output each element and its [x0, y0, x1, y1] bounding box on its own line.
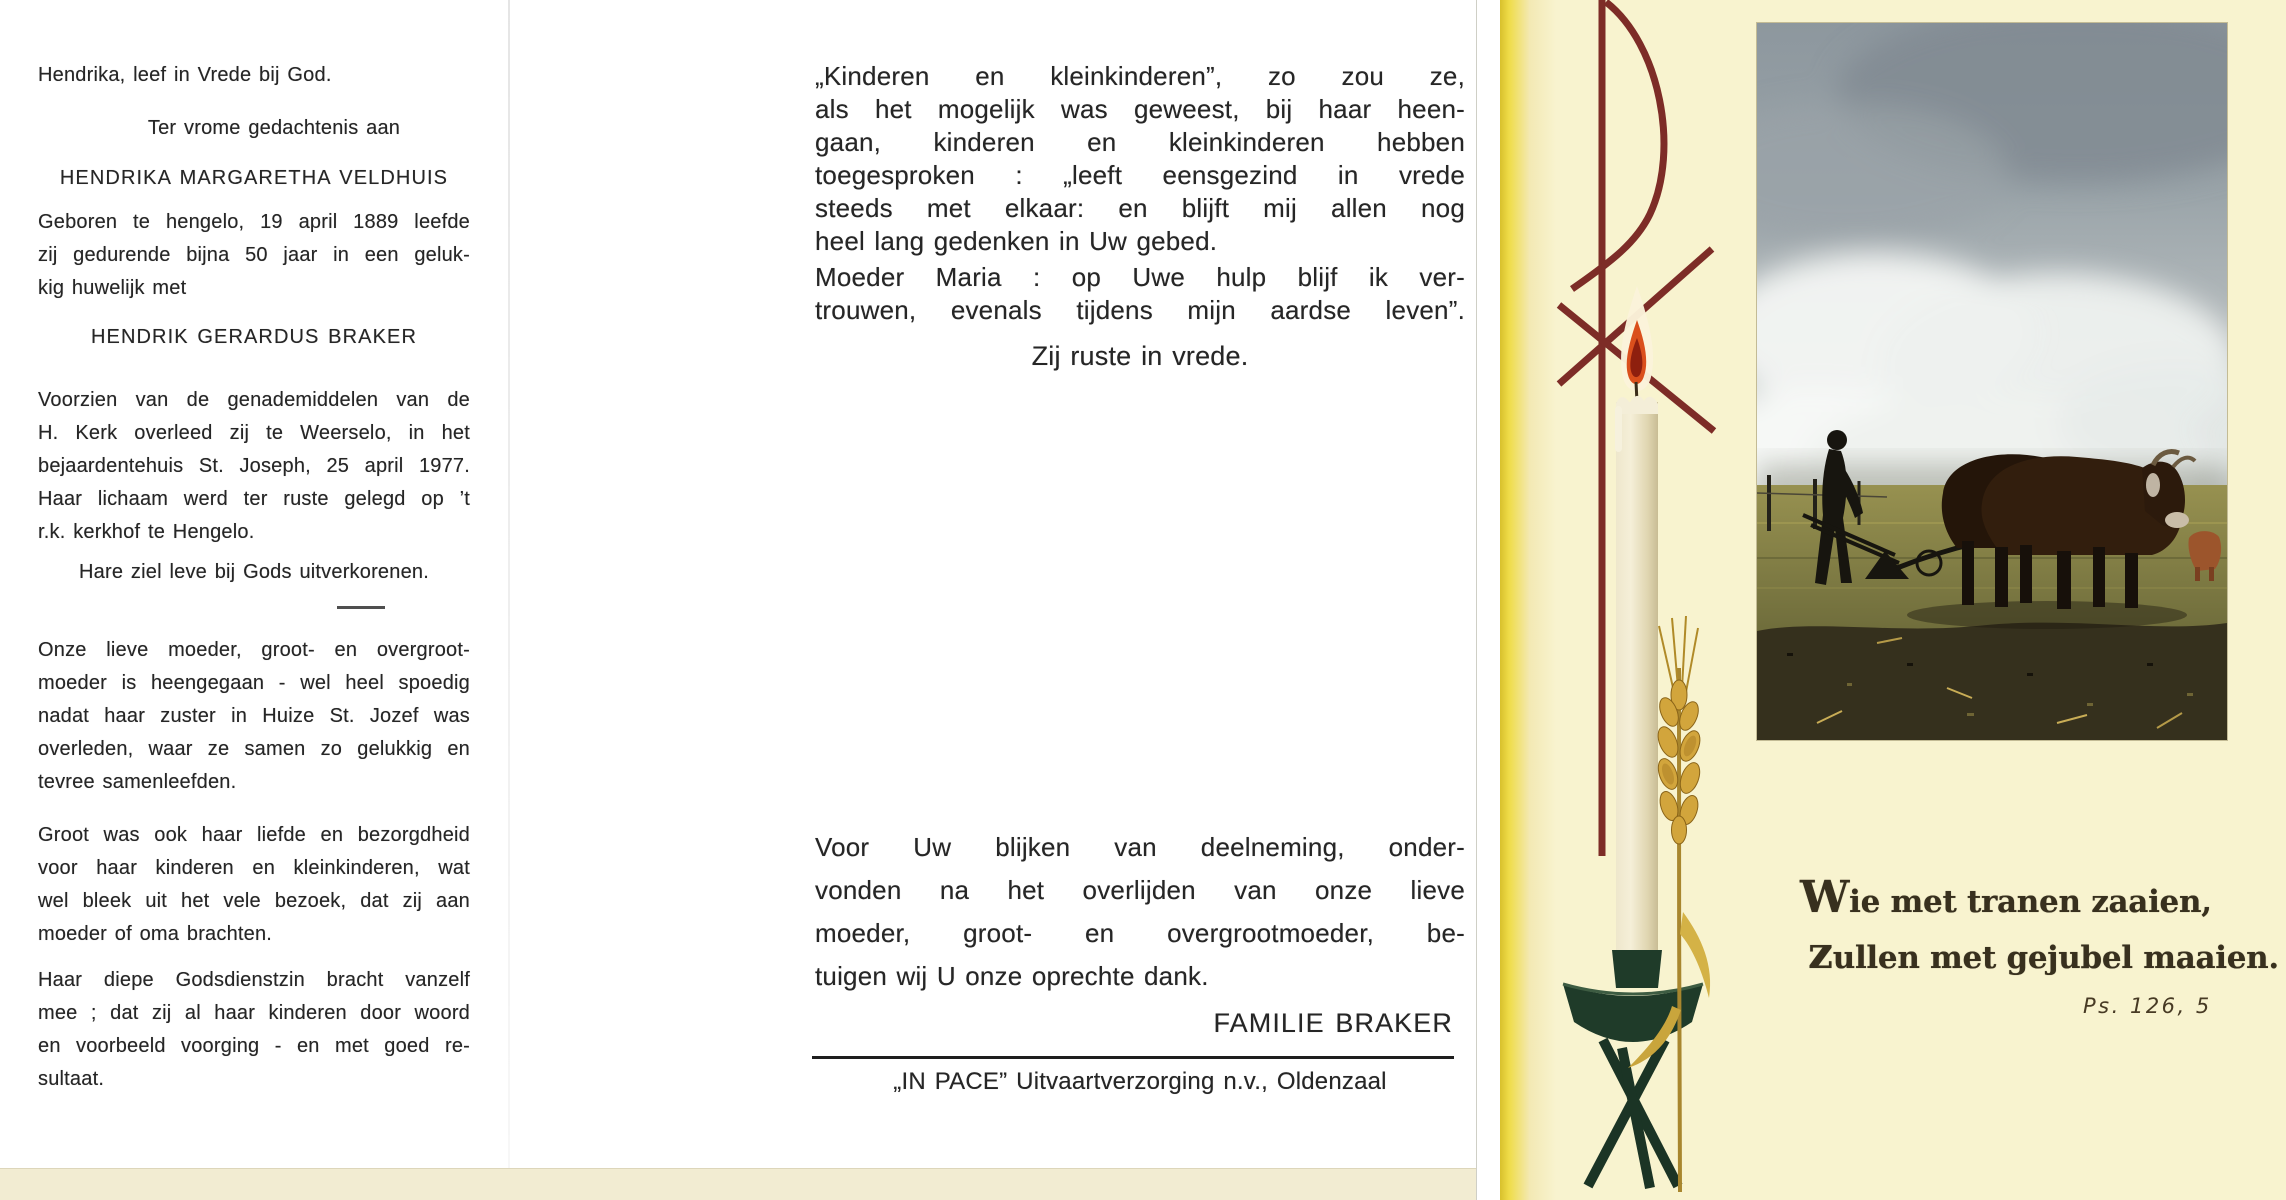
rest-in-peace-line: Zij ruste in vrede. [1031, 341, 1249, 371]
faith-paragraph: Haar diepe Godsdienstzin bracht vanzelf mee ; dat zij al haar kinderen door woord en voorbeeld voorging - en met goed re- sultaat. [38, 969, 470, 1090]
verse-reference: Ps. 126, 5 [2083, 994, 2212, 1018]
spouse-name: HENDRIK GERARDUS BRAKER [90, 326, 418, 348]
verse-line-1: Wie met tranen zaaien, [1800, 872, 2212, 923]
mourning-paragraph: Onze lieve moeder, groot- en overgroot- moeder is heengegaan - wel heel spoedig nadat haar zuster in Huize St. Jozef was overleden, waar ze samen zo gelukkig en tevree samenleefden. [38, 639, 470, 793]
birth-paragraph: Geboren te hengelo, 19 april 1889 leefde zij gedurende bijna 50 jaar in een geluk- kig huwelijk met [38, 211, 470, 299]
scan-bottom-edge [0, 1168, 1477, 1200]
verse-line-2: zullen met gejubel maaien. [1808, 928, 2279, 979]
page-right-edge [1476, 0, 1477, 1200]
family-signature: FAMILIE BRAKER [1213, 1008, 1453, 1038]
page-fold-crease [508, 0, 510, 1168]
love-paragraph: Groot was ook haar liefde en bezorgdheid voor haar kinderen en kleinkinderen, wat wel bleek uit het vele bezoek, dat zij aan moeder of oma brachten. [38, 824, 470, 945]
funeral-home-rule [812, 1056, 1454, 1059]
psalm-verse [1500, 0, 2286, 1200]
thanks-paragraph: Voor Uw blijken van deelneming, onder- vonden na het overlijden van onze lieve moeder, groot- en overgrootmoeder, be- tuigen wij U onze oprechte dank. [815, 832, 1465, 991]
deceased-name: HENDRIKA MARGARETHA VELDHUIS [59, 167, 449, 189]
maria-paragraph: Moeder Maria : op Uwe hulp blijf ik ver- trouwen, evenals tijdens mijn aardse leven”. [815, 262, 1465, 325]
farewell-paragraph: „Kinderen en kleinkinderen”, zo zou ze, als het mogelijk was geweest, bij haar heen- gaan, kinderen en kleinkinderen hebben toegesproken : „leeft eensgezind in vrede steeds met elkaar: en blijft mij allen nog heel lang gedenken in Uw gebed. [815, 61, 1465, 256]
illustration-panel [1500, 0, 2286, 1200]
soul-line: Hare ziel leve bij Gods uitverkorenen. [79, 561, 429, 583]
section-divider [337, 606, 385, 609]
dedication-line: Ter vrome gedachtenis aan [147, 117, 401, 139]
funeral-home-line: „IN PACE” Uitvaartverzorging n.v., Oldenzaal [893, 1068, 1387, 1095]
opening-line: Hendrika, leef in Vrede bij God. [38, 64, 332, 86]
death-paragraph: Voorzien van de genademiddelen van de H. Kerk overleed zij te Weerselo, in het bejaardentehuis St. Joseph, 25 april 1977. Haar lichaam werd ter ruste gelegd op ’t r.k. kerkhof te Hengelo. [38, 389, 470, 543]
